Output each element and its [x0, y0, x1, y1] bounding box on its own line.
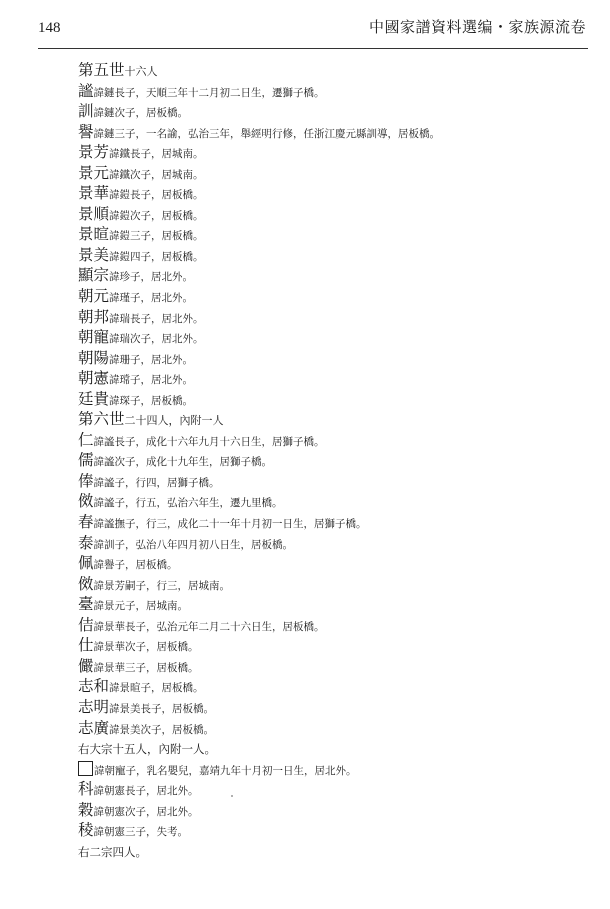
person-description: 諱鎧三子，居板橋。: [109, 230, 204, 243]
person-entry: [78, 430, 583, 451]
person-entry: [78, 759, 583, 780]
person-entry: [78, 615, 583, 636]
person-description: 諱景元子，居城南。: [93, 600, 189, 613]
summary-text: 右大宗十五人，內附一人。: [78, 742, 216, 757]
person-name: 景芳: [78, 143, 110, 162]
person-description: 諱謐長子，成化十六年九月十六日生，居獅子橋。: [93, 435, 325, 448]
person-name: 朝邦: [78, 307, 110, 326]
person-entry: [78, 533, 583, 554]
person-name: 春: [78, 513, 94, 532]
person-description: 諱鏈三子，一名諭，弘治三年，舉經明行修，任浙江慶元縣訓導，居板橋。: [93, 127, 441, 140]
person-entry: [78, 307, 583, 328]
person-description: 諱景芳嗣子，行三，居城南。: [93, 579, 231, 592]
person-description: 諱謐次子，成化十九年生，居獅子橋。: [93, 456, 273, 469]
page-number: 148: [38, 20, 61, 36]
person-description: 諱景美長子，居板橋。: [109, 702, 215, 715]
person-description: 諱琛子，居板橋。: [109, 394, 194, 407]
person-name: 仕: [78, 636, 94, 655]
summary-line: [78, 738, 583, 759]
generation-heading: [78, 60, 583, 81]
person-name: 佶: [78, 615, 94, 634]
person-description: 諱訓子，弘治八年四月初八日生，居板橋。: [93, 538, 294, 551]
person-description: 諱景華三子，居板橋。: [93, 661, 199, 674]
person-entry: [78, 101, 583, 122]
person-name: 景美: [78, 245, 110, 264]
person-name: 稜: [78, 821, 94, 840]
person-description: 諱朝憲三子，失考。: [93, 826, 189, 839]
person-name: 廷貴: [78, 389, 110, 408]
generation-count: 二十四人，內附一人: [124, 414, 224, 428]
person-name: 朝寵: [78, 328, 110, 347]
person-description: 諱鐵次子，居城南。: [109, 168, 204, 181]
person-description: 諱珊子，居北外。: [109, 353, 194, 366]
person-entry: [78, 142, 583, 163]
person-entry: [78, 800, 583, 821]
person-name: 佩: [78, 554, 94, 573]
person-entry: [78, 286, 583, 307]
person-description: 諱景暄子，居板橋。: [109, 682, 204, 695]
genealogy-text: [78, 60, 583, 861]
person-description: 諱景美次子，居板橋。: [109, 723, 215, 736]
person-description: 諱謐子，行五，弘治六年生，遷九里橋。: [93, 497, 283, 510]
person-name: 朝元: [78, 287, 110, 306]
generation-title: 第五世: [78, 61, 125, 79]
person-name: 謐: [78, 81, 94, 100]
person-description: 諱鐵長子，居城南。: [109, 148, 204, 161]
generation-heading: [78, 409, 583, 430]
generation-count: 十六人: [124, 65, 158, 78]
person-entry: [78, 163, 583, 184]
summary-text: 右二宗四人。: [78, 844, 147, 859]
person-name: 傚: [78, 492, 94, 511]
person-entry: [78, 697, 583, 718]
summary-line: [78, 841, 583, 862]
person-entry: [78, 676, 583, 697]
person-name: 儒: [78, 451, 94, 470]
person-entry: [78, 245, 583, 266]
print-speck: [231, 795, 233, 797]
person-name: 景暄: [78, 225, 110, 244]
person-description: 諱瑾子，居北外。: [109, 292, 194, 305]
person-entry: [78, 183, 583, 204]
person-entry: [78, 574, 583, 595]
person-name: 科: [78, 780, 94, 799]
person-name: 傚: [78, 574, 94, 593]
person-name: 仁: [78, 430, 94, 449]
person-entry: [78, 389, 583, 410]
person-name: 志明: [78, 697, 110, 716]
person-description: 諱瑞次子，居北外。: [109, 333, 204, 346]
person-entry: [78, 122, 583, 143]
person-entry: [78, 512, 583, 533]
person-description: 諱朝寵子，乳名嬰兒，嘉靖九年十月初一日生，居北外。: [94, 764, 357, 777]
person-description: 諱謐撫子，行三，成化二十一年十月初一日生，居獅子橋。: [93, 518, 367, 531]
person-description: 諱鏈次子，居板橋。: [93, 107, 189, 120]
person-name: 儼: [78, 656, 94, 675]
person-entry: [78, 204, 583, 225]
person-entry: [78, 656, 583, 677]
page-header: [38, 16, 586, 44]
person-name: 朝陽: [78, 348, 110, 367]
person-name: 朝憲: [78, 369, 110, 388]
person-entry: [78, 491, 583, 512]
running-title: 中國家譜資料選编・家族源流卷: [368, 18, 586, 36]
person-description: 諱景華次子，居板橋。: [93, 641, 199, 654]
person-name: 泰: [78, 533, 94, 552]
person-name: 譽: [78, 122, 94, 141]
person-description: 諱鎧長子，居板橋。: [109, 189, 204, 202]
person-name: 景順: [78, 204, 110, 223]
person-description: 諱瑞長子，居北外。: [109, 312, 204, 325]
person-name: 訓: [78, 102, 94, 121]
person-description: 諱謐子，行四，居獅子橋。: [93, 476, 220, 489]
person-name: 顯宗: [78, 266, 110, 285]
person-name: 臺: [78, 595, 94, 614]
person-entry: [78, 348, 583, 369]
person-name: 志廣: [78, 718, 110, 737]
header-rule: [38, 48, 588, 49]
person-entry: [78, 224, 583, 245]
person-entry: [78, 594, 583, 615]
person-description: 諱鎧次子，居板橋。: [109, 209, 204, 222]
missing-character-box: [78, 761, 93, 776]
person-entry: [78, 820, 583, 841]
person-entry: [78, 635, 583, 656]
person-description: 諱鏈長子，天順三年十二月初二日生，遷獅子橋。: [93, 86, 325, 99]
person-description: 諱朝憲長子，居北外。: [93, 785, 199, 798]
person-description: 諱鎧四子，居板橋。: [109, 250, 204, 263]
person-entry: [78, 81, 583, 102]
person-name: 景華: [78, 184, 110, 203]
person-description: 諱譽子，居板橋。: [93, 559, 178, 572]
person-name: 志和: [78, 677, 110, 696]
person-description: 諱朝憲次子，居北外。: [93, 805, 199, 818]
person-description: 諱景華長子，弘治元年二月二十六日生，居板橋。: [93, 620, 325, 633]
person-entry: [78, 265, 583, 286]
person-entry: [78, 779, 583, 800]
person-name: 穀: [78, 800, 94, 819]
person-description: 諱珍子，居北外。: [109, 271, 194, 284]
person-entry: [78, 450, 583, 471]
person-entry: [78, 471, 583, 492]
person-entry: [78, 327, 583, 348]
person-description: 諱瑺子，居北外。: [109, 374, 194, 387]
person-entry: [78, 718, 583, 739]
person-entry: [78, 553, 583, 574]
generation-title: 第六世: [78, 410, 125, 429]
person-entry: [78, 368, 583, 389]
person-name: 景元: [78, 163, 110, 182]
person-name: 俸: [78, 471, 94, 490]
